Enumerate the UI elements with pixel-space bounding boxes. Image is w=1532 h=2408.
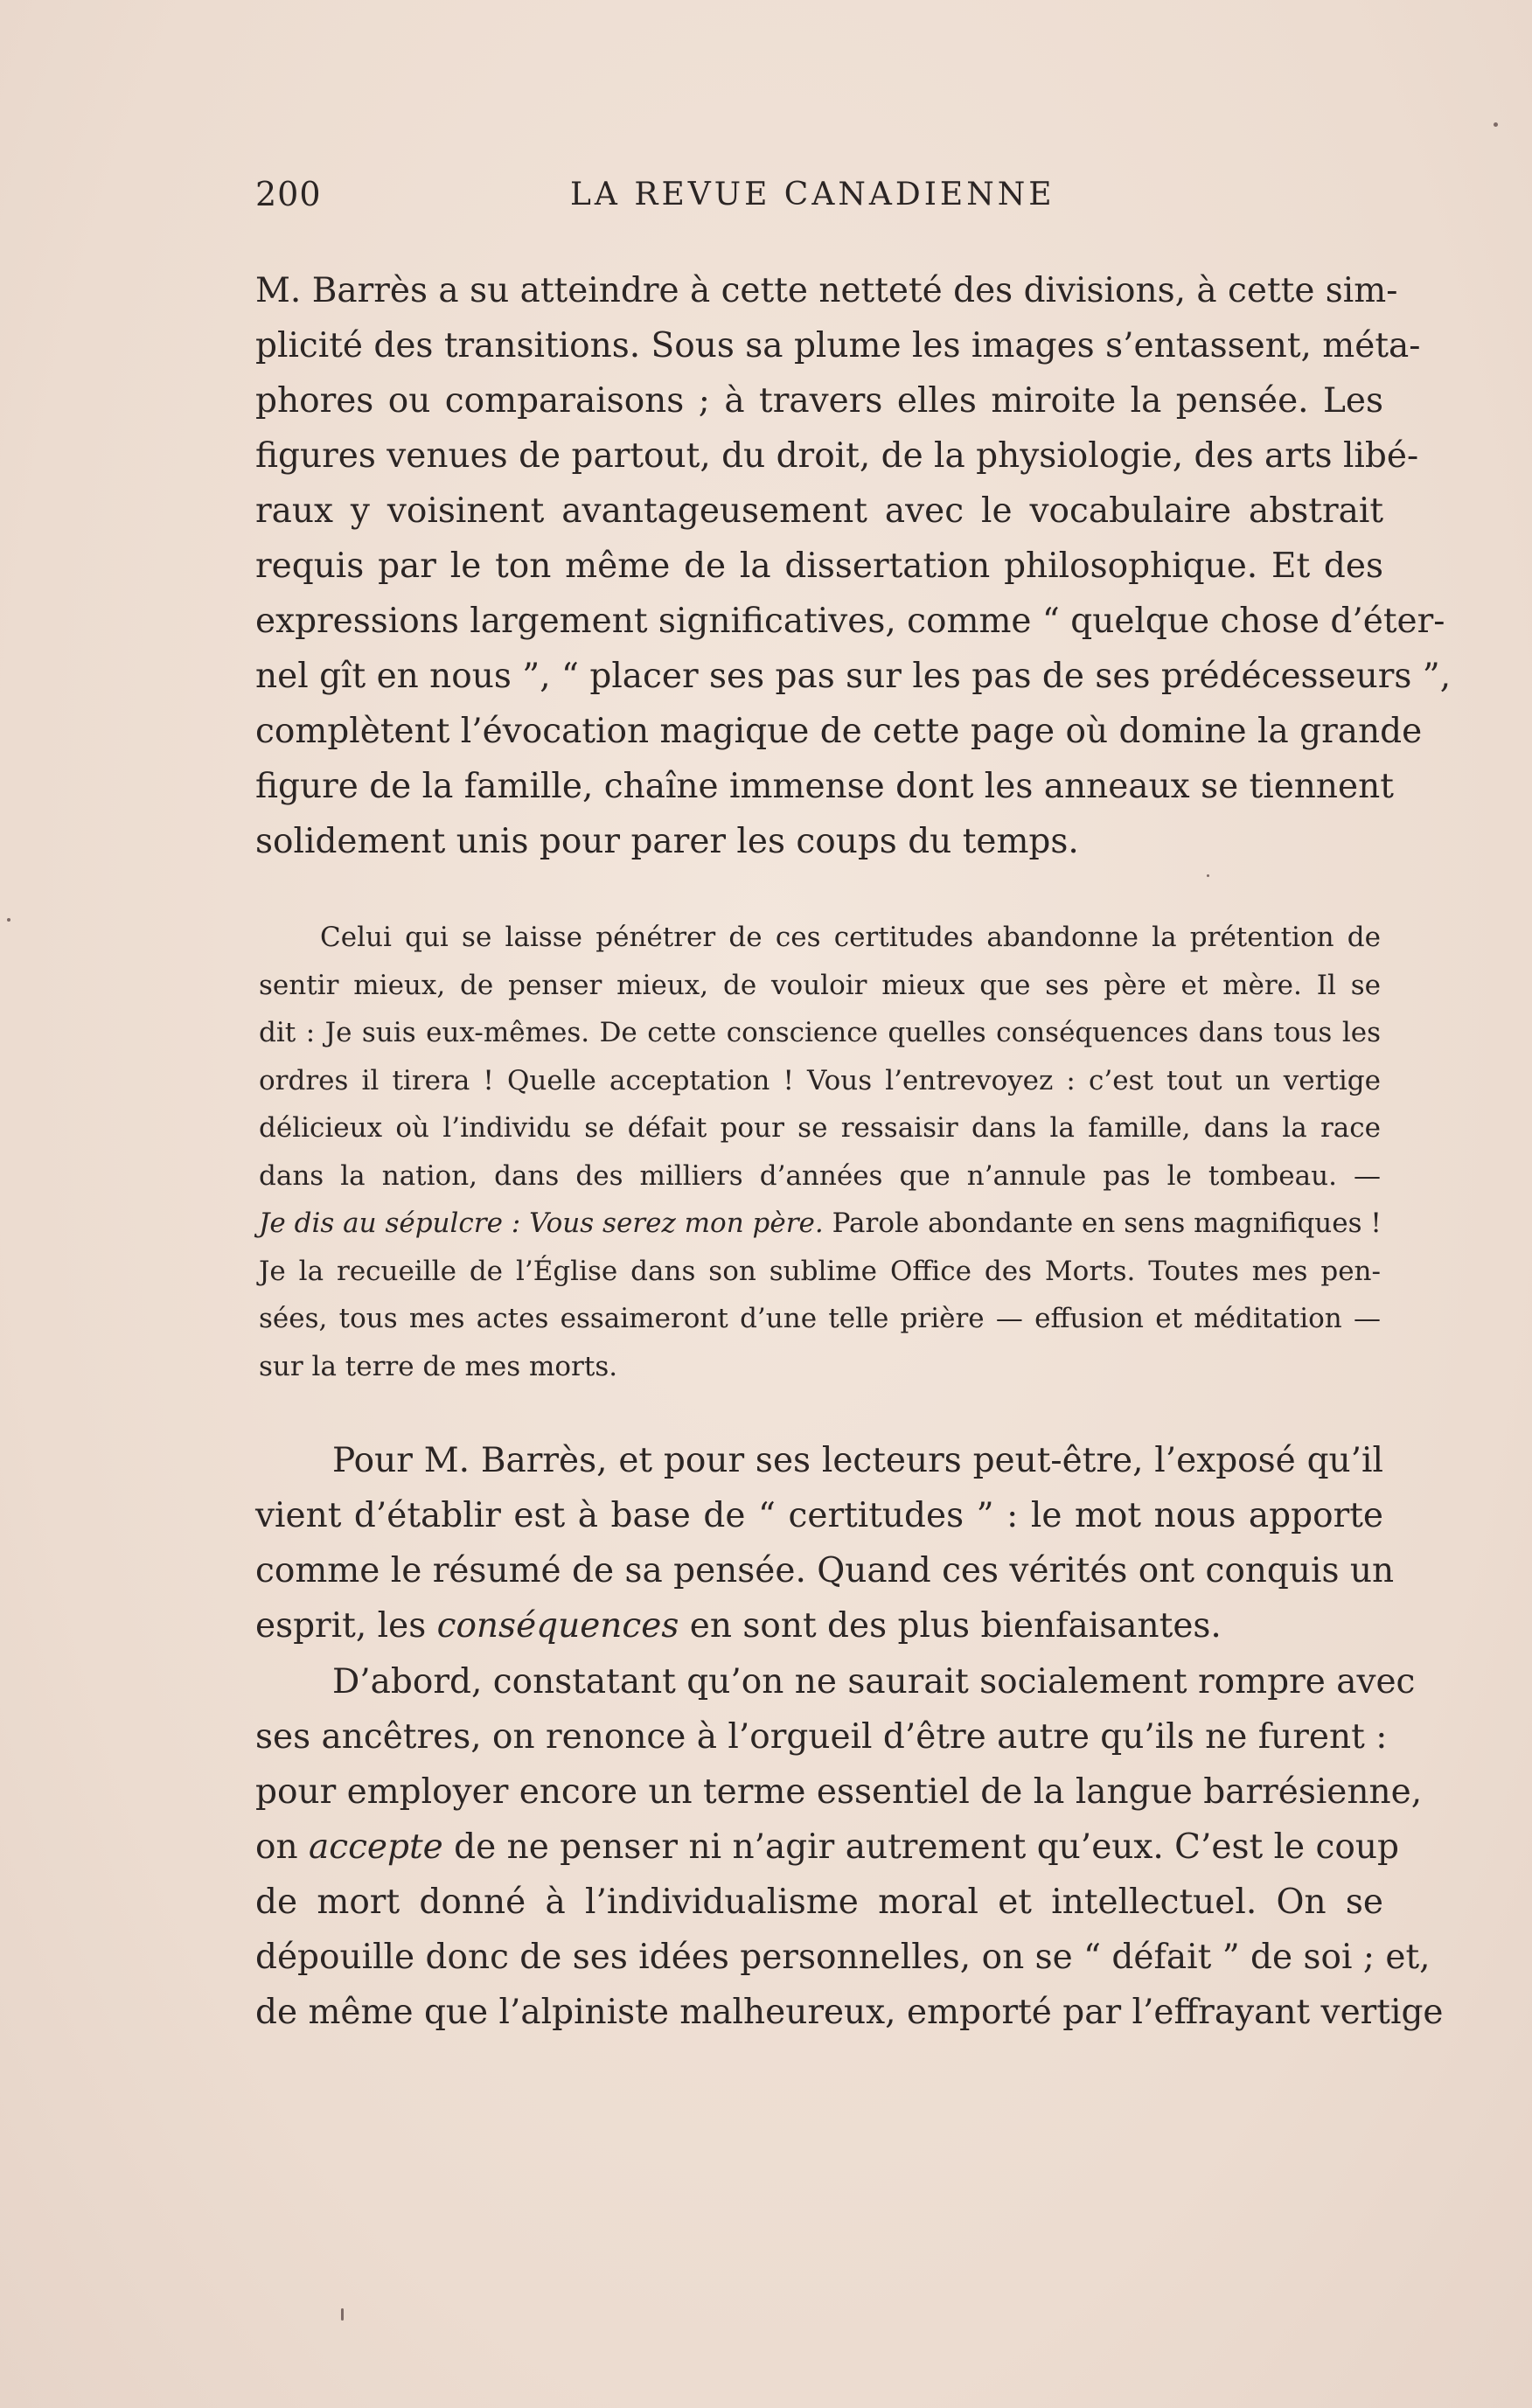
quote-line: ordres il tirera ! Quelle acceptation ! Vous l’entrevoyez : c’est tout un vertige [259, 1064, 1381, 1096]
text-line: vient d’établir est à base de “ certitudes ” : le mot nous apporte [255, 1496, 1383, 1535]
text-line: phores ou comparaisons ; à travers elles miroite la pensée. Les [255, 381, 1383, 421]
text-line: raux y voisinent avantageusement avec le vocabulaire abstrait [255, 491, 1383, 531]
quote-line: délicieux où l’individu se défait pour se ressaisir dans la famille, dans la race [259, 1112, 1381, 1144]
quote-line [259, 1207, 1381, 1256]
italic-word: accepte [309, 1827, 443, 1867]
quote-line-rest: Parole abondante en sens magnifiques ! [823, 1207, 1382, 1239]
text-line: de mort donné à l’individualisme moral et intellectuel. On se [255, 1883, 1383, 1922]
text-line: dépouille donc de ses idées personnelles, on se “ défait ” de soi ; et, [255, 1938, 1431, 1977]
text-line: figure de la famille, chaîne immense dont les anneaux se tiennent [255, 767, 1394, 806]
text-line: comme le résumé de sa pensée. Quand ces vérités ont conquis un [255, 1551, 1395, 1590]
paper-speck [1494, 122, 1498, 127]
text-line: D’abord, constatant qu’on ne saurait socialement rompre avec [332, 1662, 1416, 1702]
text-line: expressions largement significatives, comme “ quelque chose d’éter- [255, 602, 1445, 641]
text-line: figures venues de partout, du droit, de la physiologie, des arts libé- [255, 436, 1419, 476]
block-quotation [259, 922, 1381, 1398]
paper-speck [7, 918, 10, 922]
text-segment: en sont des plus bienfaisantes. [679, 1606, 1222, 1646]
paper-speck [1207, 874, 1209, 877]
paragraph-1 [255, 271, 1452, 877]
text-line: nel gît en nous ”, “ placer ses pas sur les pas de ses prédécesseurs ”, [255, 657, 1452, 696]
text-segment: de ne penser ni n’agir autrement qu’eux. C’est le coup [442, 1827, 1399, 1867]
quote-line: dit : Je suis eux-mêmes. De cette conscience quelles conséquences dans tous les [259, 1017, 1381, 1048]
text-line: Pour M. Barrès, et pour ses lecteurs peut-être, l’exposé qu’il [332, 1441, 1383, 1480]
text-line [255, 1606, 1383, 1661]
text-line: ses ancêtres, on renonce à l’orgueil d’être autre qu’ils ne furent : [255, 1717, 1388, 1757]
text-line: de même que l’alpiniste malheureux, emporté par l’effrayant vertige [255, 1993, 1444, 2032]
italic-word: conséquences [436, 1606, 679, 1646]
italic-citation: Je dis au sépulcre : Vous serez mon père. [259, 1207, 824, 1239]
text-line: M. Barrès a su atteindre à cette netteté des divisions, à cette sim- [255, 271, 1398, 310]
paragraph-3 [255, 1662, 1444, 2048]
text-line: requis par le ton même de la dissertation philosophique. Et des [255, 546, 1383, 586]
text-line: solidement unis pour parer les coups du temps. [255, 822, 1079, 861]
quote-line: dans la nation, dans des milliers d’années que n’annule pas le tombeau. — [259, 1159, 1381, 1192]
quote-line: sées, tous mes actes essaimeront d’une telle prière — effusion et méditation — [259, 1303, 1381, 1334]
page-number: 200 [255, 175, 322, 213]
text-line [255, 1827, 1399, 1883]
text-segment: esprit, les [255, 1606, 437, 1646]
quote-line: Je la recueille de l’Église dans son sublime Office des Morts. Toutes mes pen- [259, 1255, 1381, 1287]
quote-line: sentir mieux, de penser mieux, de vouloir mieux que ses père et mère. Il se [259, 969, 1381, 1001]
journal-title: LA REVUE CANADIENNE [570, 177, 1055, 212]
running-head [255, 175, 1069, 224]
text-segment: on [255, 1827, 309, 1867]
quote-line: sur la terre de mes morts. [259, 1350, 618, 1382]
paragraph-2 [255, 1441, 1395, 1661]
text-line: plicité des transitions. Sous sa plume les images s’entassent, méta- [255, 326, 1421, 365]
paper-speck [341, 2308, 344, 2321]
quote-line: Celui qui se laisse pénétrer de ces certitudes abandonne la prétention de [320, 922, 1381, 953]
text-line: pour employer encore un terme essentiel de la langue barrésienne, [255, 1772, 1423, 1812]
text-line: complètent l’évocation magique de cette page où domine la grande [255, 712, 1423, 751]
